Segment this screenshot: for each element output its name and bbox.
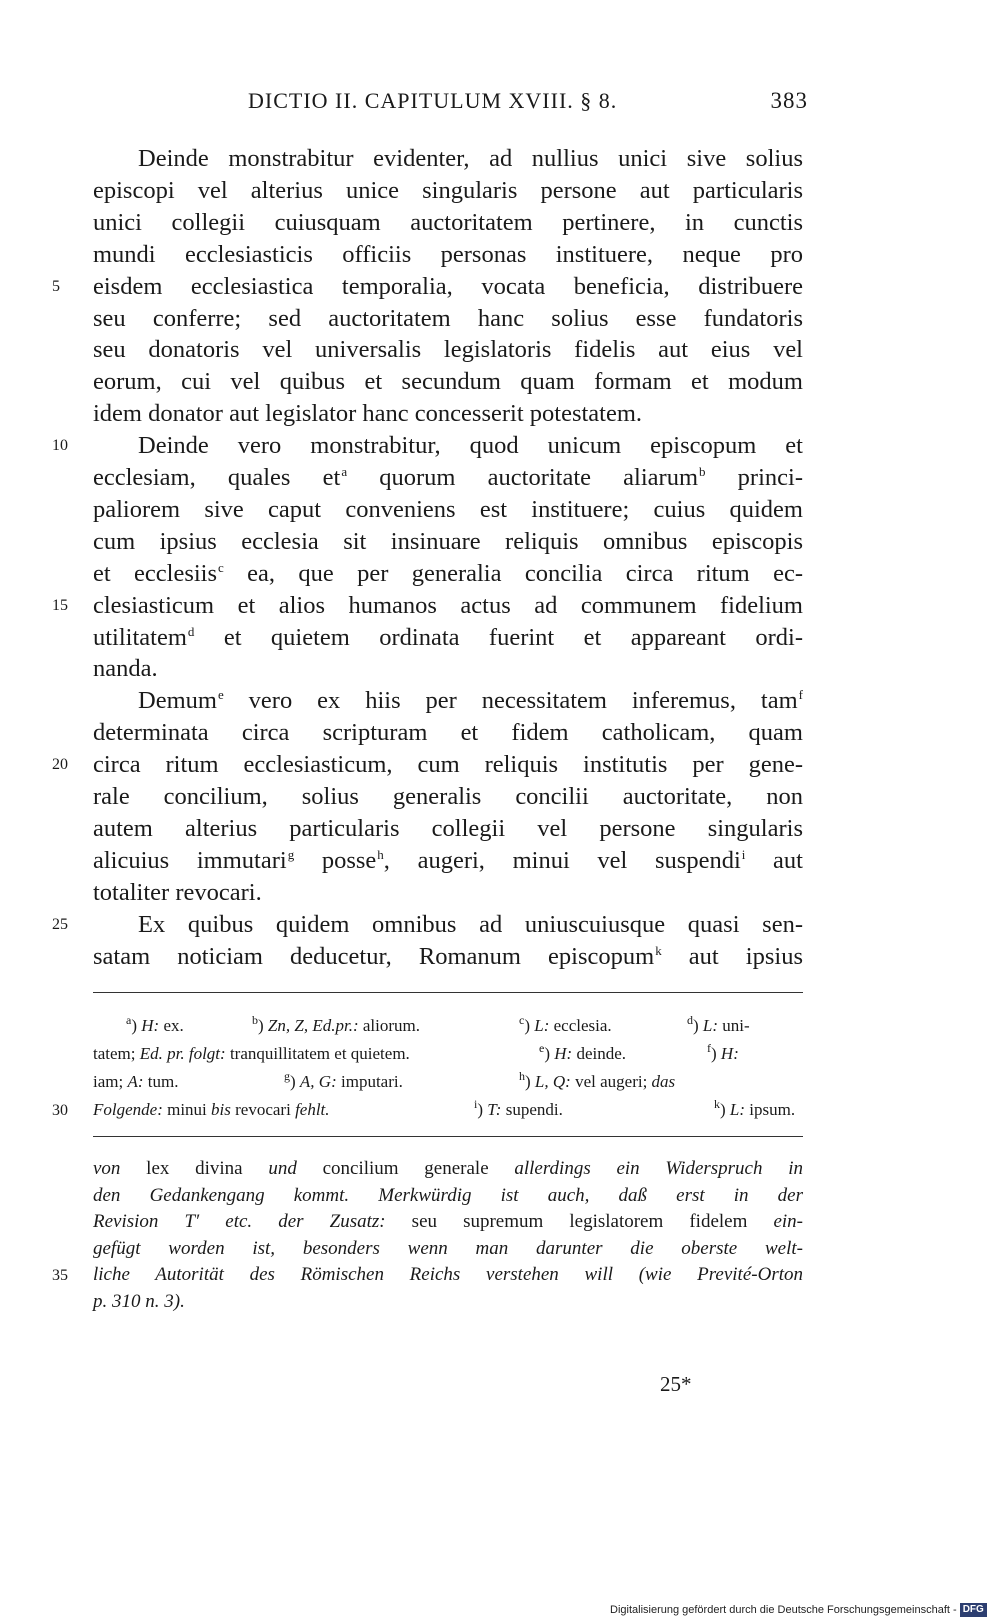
- footnote-ref: k: [655, 942, 662, 958]
- siglum: A:: [127, 1072, 144, 1091]
- text-line: ecclesiam, quales $et^a$ quorum auctoritate aliarum$^b$ princi-: [93, 464, 803, 491]
- italic-text: liche Autorität des Römischen Reichs verstehen will (wie Previté-Orton: [93, 1264, 803, 1285]
- text-line: clesiasticum et alios humanos actus ad communem fidelium: [93, 591, 803, 619]
- page-header: [248, 88, 808, 124]
- note-line: [93, 1183, 803, 1209]
- text-line: Demum$^e$ vero ex hiis per necessitatem inferemus, tam$^f$: [138, 687, 803, 715]
- footnote-line: [93, 1097, 803, 1123]
- footnote-entry: $^k$) L: ipsum.: [714, 1097, 796, 1119]
- italic-text: allerdings ein Widerspruch in: [514, 1158, 804, 1179]
- footnote-key: f: [707, 1041, 711, 1055]
- siglum: L:: [702, 1016, 719, 1035]
- siglum: bis: [211, 1100, 231, 1119]
- text-line: eorum, cui vel quibus et secundum quam formam et modum: [93, 368, 803, 396]
- siglum: T:: [487, 1100, 502, 1119]
- footnote-ref: c: [218, 559, 224, 575]
- text-line: eisdem ecclesiastica temporalia, vocata beneficia, distribuere: [93, 272, 803, 300]
- footnote-key: b: [252, 1013, 258, 1027]
- note-line: [93, 1289, 803, 1315]
- line-number: 25: [52, 915, 68, 933]
- footnote-entry: $^i$) T: supendi.: [474, 1097, 563, 1119]
- siglum: L:: [729, 1100, 746, 1119]
- text-line: utilitatem$^d$ et quietem ordinata fuerint et appareant ordi-: [93, 623, 803, 651]
- line-number: 5: [52, 277, 60, 295]
- text-line: seu conferre; sed auctoritatem hanc solius esse fundatoris: [93, 304, 803, 332]
- credit-text: Digitalisierung gefördert durch die Deutsche Forschungsgemeinschaft -: [610, 1604, 957, 1616]
- italic-text: ein-: [773, 1211, 803, 1232]
- footnote-divider-top: [93, 992, 803, 993]
- signature-mark: 25*: [660, 1372, 692, 1396]
- digitization-credit: [610, 1601, 987, 1619]
- note-line: Revision T′ etc. der Zusatz: seu supremum legislatorem fidelem ein-: [93, 1211, 803, 1232]
- text-line: idem donator aut legislator hanc concesserit potestatem.: [93, 400, 643, 428]
- text-line: mundi ecclesiasticis officiis personas instituere, neque pro: [93, 240, 803, 268]
- italic-text: p. 310 n. 3).: [93, 1290, 185, 1312]
- footnote-divider-bottom: [93, 1136, 803, 1137]
- footnote-entry: $^f$) H:: [707, 1041, 739, 1063]
- line-number: 35: [52, 1267, 68, 1284]
- footnote-ref: d: [187, 623, 195, 639]
- siglum: Folgende:: [93, 1100, 163, 1119]
- line-number: 30: [52, 1102, 68, 1119]
- text-line: autem alterius particularis collegii vel persone singularis: [93, 814, 803, 842]
- footnote-ref: h: [377, 846, 384, 862]
- footnote-line: [93, 1041, 803, 1067]
- footnote-key: k: [714, 1097, 720, 1111]
- text-line: determinata circa scripturam et fidem catholicam, quam: [93, 719, 803, 747]
- italic-text: Revision T′ etc. der Zusatz:: [93, 1211, 386, 1232]
- text-line: Deinde monstrabitur evidenter, ad nullius unici sive solius: [138, 145, 803, 172]
- siglum: Zn, Z, Ed.pr.:: [267, 1016, 359, 1035]
- running-title: DICTIO II. CAPITULUM XVIII. § 8.: [248, 88, 618, 113]
- text-line: paliorem sive caput conveniens est instituere; cuius quidem: [93, 495, 803, 523]
- footnote-ref: i: [741, 846, 746, 862]
- siglum: L:: [534, 1016, 550, 1035]
- footnote-key: h: [519, 1069, 525, 1083]
- footnote-key: i: [474, 1097, 478, 1111]
- italic-text: und: [268, 1158, 297, 1179]
- footnote-key: g: [284, 1069, 290, 1083]
- footnote-line: [93, 1069, 803, 1095]
- italic-text: gefügt worden ist, besonders wenn man darunter die oberste welt-: [93, 1237, 803, 1259]
- italic-text: von: [93, 1158, 121, 1179]
- siglum: H:: [554, 1044, 573, 1063]
- text-line: episcopi vel alterius unice singularis persone aut particularis: [93, 176, 803, 204]
- footnote-entry: $^h$) L, Q: vel augeri; das: [519, 1069, 676, 1091]
- dfg-logo: DFG: [960, 1603, 987, 1617]
- text-line: rale concilium, solius generalis concilii auctoritate, non: [93, 783, 803, 810]
- footnote-entry: Folgende: minui bis revocari fehlt.: [93, 1100, 330, 1119]
- siglum: das: [651, 1072, 676, 1091]
- footnote-ref: f: [798, 687, 803, 703]
- footnote-entry: iam; A: tum.: [93, 1072, 179, 1091]
- footnote-entry: $^b$) Zn, Z, Ed.pr.: aliorum.: [252, 1013, 420, 1035]
- footnote-key: e: [539, 1041, 545, 1055]
- siglum: H:: [720, 1044, 739, 1063]
- text-line: cum ipsius ecclesia sit insinuare reliquis omnibus episcopis: [93, 527, 803, 555]
- footnote-ref: b: [699, 464, 706, 479]
- text-line: seu donatoris vel universalis legislatoris fidelis aut eius vel: [93, 336, 803, 364]
- line-number: 20: [52, 756, 68, 774]
- text-line: circa ritum ecclesiasticum, cum reliquis institutis per gene-: [93, 751, 803, 779]
- text-line: nanda.: [93, 655, 158, 683]
- text-line: alicuius immutari$^g$ posse$^h$, augeri, minui vel suspendi$^i$ aut: [93, 846, 803, 874]
- text-line: unici collegii cuiusquam auctoritatem pertinere, in cunctis: [93, 208, 803, 236]
- italic-text: den Gedankengang kommt. Merkwürdig ist auch, daß erst in der: [93, 1184, 803, 1206]
- footnote-line: [93, 1013, 803, 1039]
- text-line: Deinde vero monstrabitur, quod unicum episcopum et: [138, 432, 803, 460]
- text-line: totaliter revocari.: [93, 878, 262, 906]
- footnote-entry: tatem; Ed. pr. folgt: tranquillitatem et quietem.: [93, 1044, 410, 1063]
- footnote-ref: e: [217, 687, 224, 703]
- footnote-entry: $^e$) H: deinde.: [539, 1041, 627, 1063]
- note-line: von lex divina und concilium generale allerdings ein Widerspruch in: [93, 1158, 804, 1179]
- footnote-ref: g: [287, 846, 295, 862]
- note-line: [93, 1262, 803, 1288]
- footnote-key: a: [126, 1013, 132, 1027]
- siglum: fehlt.: [295, 1100, 330, 1119]
- siglum: Ed. pr. folgt:: [139, 1044, 226, 1063]
- text-line: satam noticiam deducetur, Romanum episcopum$^k$ aut ipsius: [93, 942, 803, 970]
- footnote-entry: $^a$) H: ex.: [126, 1013, 184, 1035]
- siglum: H:: [141, 1016, 160, 1035]
- footnote-key: d: [687, 1013, 693, 1027]
- page-number: 383: [770, 88, 808, 113]
- note-line: [93, 1236, 803, 1262]
- footnote-entry: $^g$) A, G: imputari.: [284, 1069, 403, 1091]
- footnote-ref: a: [341, 464, 348, 479]
- siglum: L, Q:: [534, 1072, 571, 1091]
- line-number: 15: [52, 596, 68, 614]
- text-line: et ecclesiis$^c$ ea, que per generalia concilia circa ritum ec-: [93, 559, 803, 587]
- footnote-entry: $^d$) L: uni-: [687, 1013, 750, 1035]
- line-number: 10: [52, 437, 68, 455]
- text-line: Ex quibus quidem omnibus ad uniuscuiusque quasi sen-: [138, 910, 803, 938]
- footnote-entry: $^c$) L: ecclesia.: [519, 1013, 612, 1035]
- siglum: A, G:: [299, 1072, 337, 1091]
- footnote-key: c: [519, 1013, 525, 1027]
